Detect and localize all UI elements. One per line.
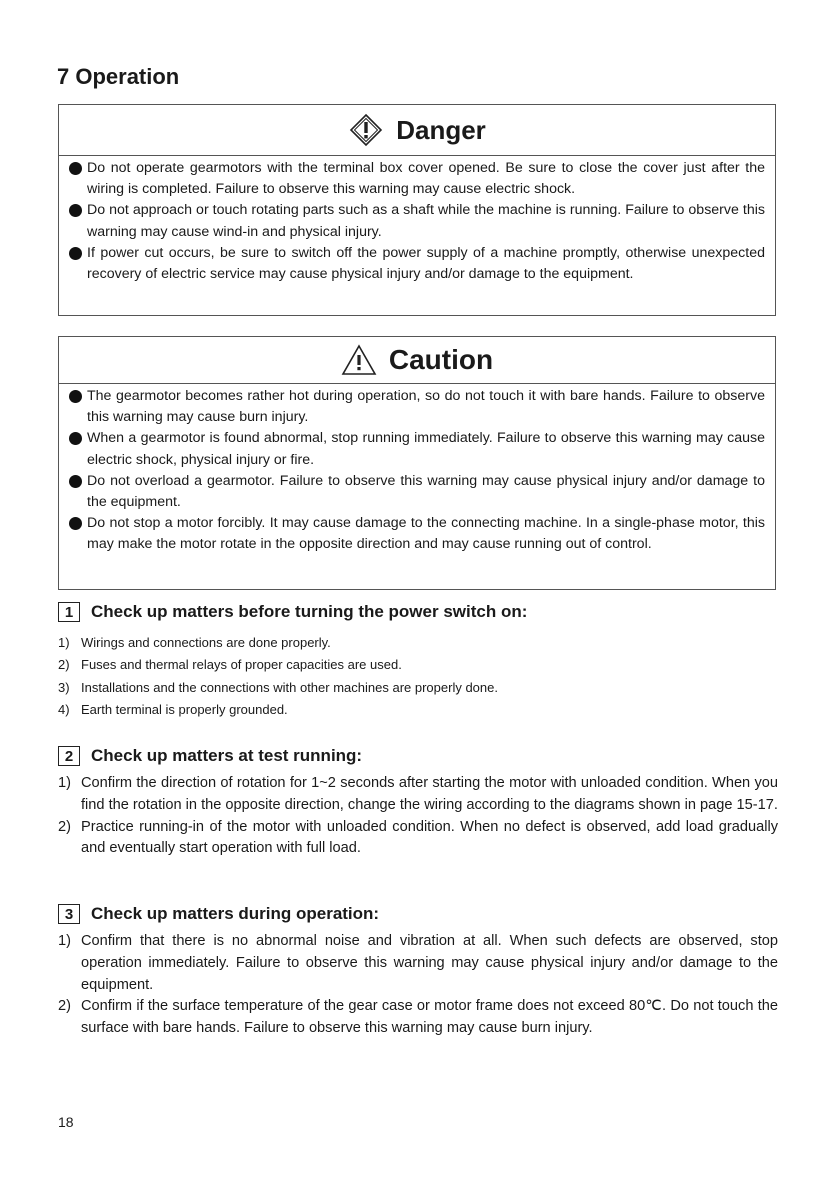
caution-item: When a gearmotor is found abnormal, stop running immediately. Failure to observe this warning may cause electric shock, physical injury or fire. [69,428,765,470]
section-list [58,773,778,860]
list-item: 2) Fuses and thermal relays of proper capacities are used. [58,657,402,673]
bullet-dot [69,162,82,175]
bullet-dot [69,475,82,488]
page-number: 18 [58,1114,74,1130]
bullet-dot [69,247,82,260]
section-title: Check up matters before turning the power switch on: [91,602,528,621]
danger-box [58,104,776,316]
danger-list [59,156,775,285]
exclamation-diamond-icon [348,113,384,147]
list-item: 4) Earth terminal is properly grounded. [58,702,288,718]
section-heading [58,746,362,766]
caution-item: Do not stop a motor forcibly. It may cause damage to the connecting machine. In a single-phase motor, this may make the motor rotate in the opposite direction and may cause running out of control. [69,513,765,555]
section-number: 2 [58,746,80,766]
bullet-dot [69,432,82,445]
caution-item: Do not overload a gearmotor. Failure to observe this warning may cause physical injury and/or damage to the equipment. [69,471,765,513]
list-item: 1) Confirm the direction of rotation for 1~2 seconds after starting the motor with unloaded condition. When you find the rotation in the opposite direction, change the wiring according to the diagrams shown in page 15-17. [58,775,778,813]
section-list [58,632,778,722]
caution-item: The gearmotor becomes rather hot during operation, so do not touch it with bare hands. Failure to observe this warning may cause burn injury. [69,386,765,428]
list-item: 3) Installations and the connections with other machines are properly done. [58,679,498,695]
list-item: 2) Confirm if the surface temperature of the gear case or motor frame does not exceed 80℃. Do not touch the surface with bare hands. Failure to observe this warning may cause burn injury. [58,998,778,1037]
section-number: 1 [58,602,80,622]
danger-label: Danger [396,114,486,145]
list-item: 2) Practice running-in of the motor with unloaded condition. When no defect is observed, add load gradually and eventually start operation with full load. [58,818,778,857]
danger-item: Do not approach or touch rotating parts such as a shaft while the machine is running. Failure to observe this warning may cause wind-in and physical injury. [69,200,765,242]
bullet-dot [69,204,82,217]
danger-header [59,105,775,156]
caution-header [59,337,775,384]
bullet-dot [69,390,82,403]
danger-item: Do not operate gearmotors with the terminal box cover opened. Be sure to close the cover just after the wiring is completed. Failure to observe this warning may cause electric shock. [69,158,765,200]
section-title: Check up matters during operation: [91,904,380,923]
section-heading [58,602,527,622]
caution-label: Caution [388,344,494,375]
section-number: 3 [58,904,80,924]
caution-list [59,384,775,556]
danger-item: If power cut occurs, be sure to switch off the power supply of a machine promptly, otherwise unexpected recovery of electric service may cause physical injury and/or damage to the equipment. [69,243,765,285]
section-list [58,931,778,1040]
caution-box [58,336,776,590]
warning-triangle-icon [341,344,377,376]
section-heading [58,904,379,924]
section-title: Check up matters at test running: [91,746,363,765]
list-item: 1) Confirm that there is no abnormal noise and vibration at all. When such defects are observed, stop operation immediately. Failure to observe this warning may cause physical injury and/or damage to the equipment. [58,933,778,993]
list-item: 1) Wirings and connections are done properly. [58,635,331,650]
bullet-dot [69,517,82,530]
page-title: 7 Operation [57,64,180,89]
